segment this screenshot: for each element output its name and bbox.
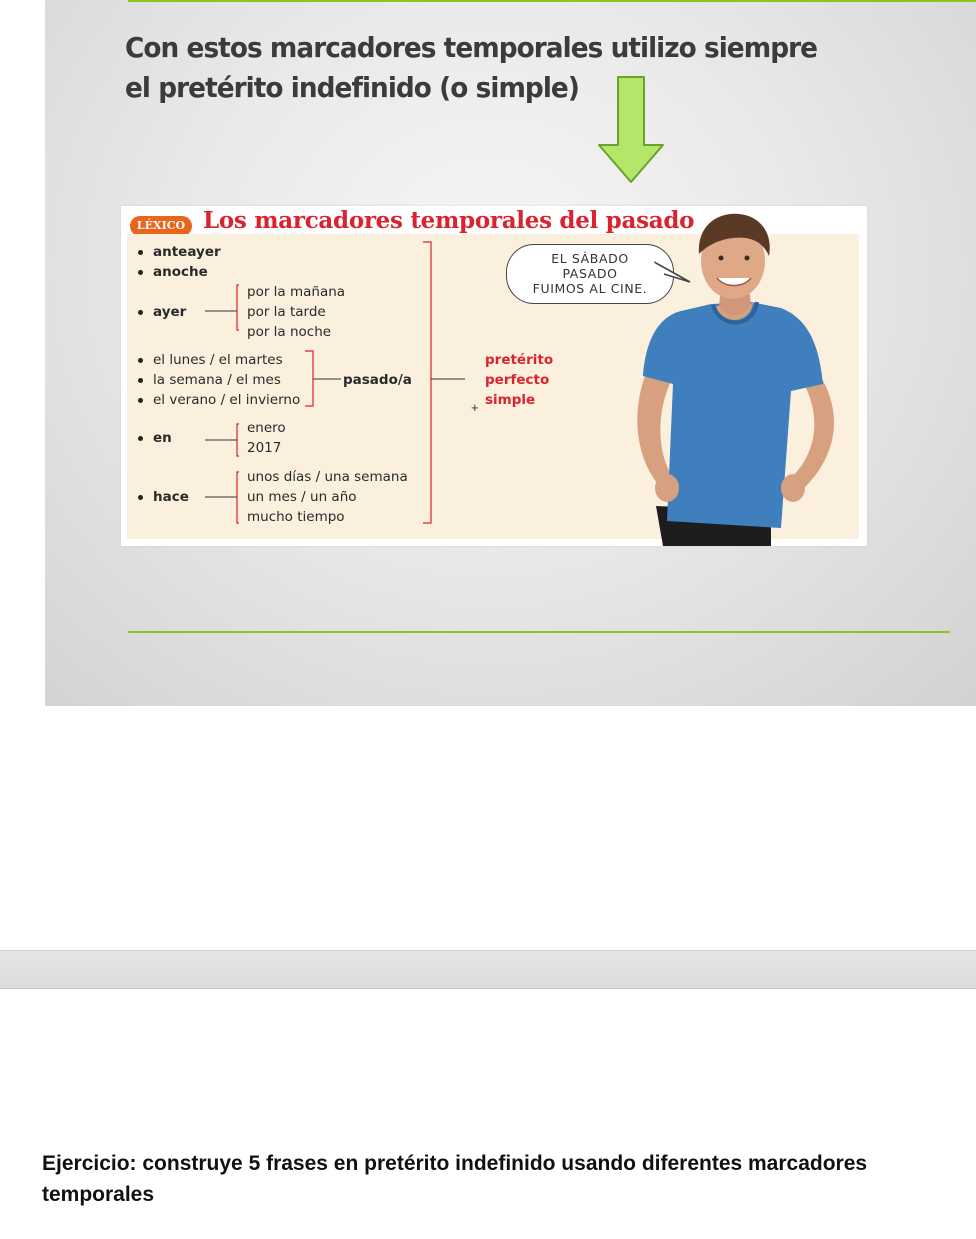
result-preterito: pretérito	[485, 352, 554, 368]
option-2017: 2017	[247, 440, 282, 456]
term-en: en	[153, 430, 172, 446]
bubble-line-2: PASADO	[562, 266, 618, 281]
bullet	[138, 378, 143, 383]
speech-bubble-tail	[654, 258, 694, 288]
option-por-la-tarde: por la tarde	[247, 304, 326, 320]
slide-title: Con estos marcadores temporales utilizo siempre el pretérito indefinido (o simple)	[125, 31, 818, 104]
bullet	[138, 436, 143, 441]
option-mucho-tiempo: mucho tiempo	[247, 509, 345, 525]
pasado-suffix: pasado/a	[343, 372, 412, 388]
bubble-line-3: FUIMOS AL CINE.	[532, 281, 648, 296]
bullet	[138, 310, 143, 315]
page-separator	[0, 950, 976, 989]
option-unos-dias: unos días / una semana	[247, 469, 408, 485]
exercise-line-1: Ejercicio: construye 5 frases en pretérito indefinido usando diferentes marcadores	[42, 1152, 868, 1175]
term-anteayer: anteayer	[153, 244, 221, 260]
plus-sign: +	[471, 400, 479, 415]
exercise-text	[42, 1148, 976, 1210]
term-el-lunes: el lunes / el martes	[153, 352, 283, 368]
result-perfecto: perfecto	[485, 372, 550, 388]
bullet	[138, 398, 143, 403]
lexico-badge: LÉXICO	[130, 216, 192, 236]
result-simple: simple	[485, 392, 536, 408]
term-el-verano: el verano / el invierno	[153, 392, 301, 408]
option-un-mes: un mes / un año	[247, 489, 357, 505]
bubble-line-1: EL SÁBADO	[551, 251, 629, 266]
bullet	[138, 358, 143, 363]
speech-bubble	[506, 244, 674, 304]
slide	[45, 0, 976, 706]
bottom-rule	[128, 631, 950, 633]
bullet	[138, 495, 143, 500]
option-por-la-noche: por la noche	[247, 324, 332, 340]
term-ayer: ayer	[153, 304, 187, 320]
lexico-title: Los marcadores temporales del pasado	[203, 207, 695, 234]
term-hace: hace	[153, 489, 189, 505]
option-enero: enero	[247, 420, 286, 436]
term-la-semana: la semana / el mes	[153, 372, 281, 388]
exercise-line-2: temporales	[42, 1183, 155, 1206]
bullet	[138, 270, 143, 275]
term-anoche: anoche	[153, 264, 208, 280]
top-rule	[128, 0, 976, 2]
down-arrow-icon	[596, 75, 666, 185]
bullet	[138, 250, 143, 255]
option-por-la-manana: por la mañana	[247, 284, 346, 300]
lexico-box	[121, 206, 867, 546]
